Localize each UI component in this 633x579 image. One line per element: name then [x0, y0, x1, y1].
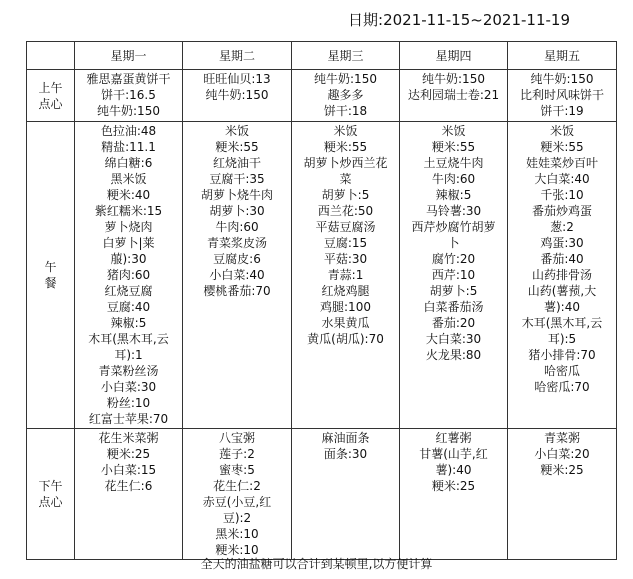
menu-item-line: 白菜番茄汤 [423, 300, 484, 314]
menu-item-line: 大白菜:30 [425, 332, 482, 346]
menu-item-line: 粳米:25 [431, 479, 476, 493]
menu-item-line: 鸡腿:100 [320, 300, 371, 314]
menu-item-line: 豆腐:40 [106, 300, 151, 314]
morning-snack-cell [75, 70, 183, 122]
menu-item-line: 平菇豆腐汤 [315, 220, 376, 234]
menu-item-line: 米饭 [224, 124, 249, 138]
menu-item-line: 山药(薯蓣,大 [527, 284, 597, 298]
afternoon-snack-cell [183, 429, 292, 560]
menu-item-line: 辣椒:5 [110, 316, 147, 330]
menu-item-line: 小白菜:15 [100, 463, 157, 477]
menu-item-line: 西芹炒腐竹胡萝 [411, 220, 496, 234]
menu-item-line: 麻油面条 [321, 431, 370, 445]
lunch-cell [292, 122, 400, 429]
menu-item-line: 黑米饭 [110, 172, 147, 186]
corner-cell [27, 42, 75, 70]
menu-item-line: 粳米:55 [215, 140, 259, 154]
menu-item-line: 胡萝卜烧牛肉 [200, 188, 273, 202]
menu-item-line: 水果黄瓜 [321, 316, 370, 330]
menu-item-line: 红薯粥 [435, 431, 472, 445]
menu-item-line: 胡萝卜:30 [209, 204, 265, 218]
menu-item-line: 纯牛奶:150 [314, 72, 377, 86]
menu-item-line: 蜜枣:5 [219, 463, 255, 477]
menu-item-line: 耳):1 [114, 348, 143, 362]
menu-item-line: 饼干:16.5 [101, 88, 156, 102]
menu-item-line: 精盐:11.1 [101, 140, 156, 154]
day-header-tue: 星期二 [183, 42, 292, 70]
menu-item-line: 纯牛奶:150 [97, 104, 160, 118]
menu-item-line: 花生仁:6 [104, 479, 153, 493]
lunch-cell [508, 122, 617, 429]
weekly-menu-table [26, 41, 617, 560]
menu-item-line: 粳米:25 [106, 447, 151, 461]
menu-item-line: 西兰花:50 [317, 204, 374, 218]
menu-item-line: 紫红糯米:15 [94, 204, 163, 218]
menu-item-line: 薯):40 [435, 463, 472, 477]
day-header-thu: 星期四 [400, 42, 508, 70]
menu-item-line: 葱:2 [550, 220, 574, 234]
menu-item-line: 豆):2 [222, 511, 252, 525]
menu-item-line: 牛肉:60 [431, 172, 476, 186]
meal-label-line: 餐 [44, 276, 57, 290]
afternoon-snack-cell [508, 429, 617, 560]
menu-item-line: 辣椒:5 [435, 188, 472, 202]
menu-item-line: 小白菜:30 [100, 380, 157, 394]
menu-item-line: 马铃薯:30 [425, 204, 482, 218]
morning-snack-row [27, 70, 617, 122]
menu-item-line: 绵白糖:6 [104, 156, 153, 170]
menu-item-line: 豆腐干:35 [209, 172, 265, 186]
menu-item-line: 豆腐:15 [323, 236, 368, 250]
menu-item-line: 猪肉:60 [106, 268, 151, 282]
menu-item-line: 达利园瑞士卷:21 [407, 88, 500, 102]
lunch-row [27, 122, 617, 429]
menu-item-line: 樱桃番茄:70 [203, 284, 271, 298]
meal-label-line: 点心 [38, 96, 63, 111]
menu-item-line: 腐竹:20 [431, 252, 476, 266]
menu-item-line: 纯牛奶:150 [205, 88, 269, 102]
lunch-cell [75, 122, 183, 429]
menu-item-line: 红烧油干 [212, 156, 261, 170]
menu-item-line: 大白菜:40 [534, 172, 590, 186]
menu-item-line: 胡萝卜:5 [321, 188, 370, 202]
afternoon-snack-cell [75, 429, 183, 560]
morning-snack-cell [508, 70, 617, 122]
menu-item-line: 猪小排骨:70 [528, 348, 596, 362]
menu-item-line: 萝卜烧肉 [104, 220, 153, 234]
menu-item-line: 粳米:10 [215, 543, 259, 557]
menu-item-line: 番茄炒鸡蛋 [531, 204, 592, 218]
menu-item-line: 西芹:10 [431, 268, 476, 282]
menu-item-line: 莲子:2 [219, 447, 255, 461]
menu-item-line: 比利时风味饼干 [519, 88, 604, 102]
menu-item-line: 小白菜:20 [534, 447, 590, 461]
day-header-wed: 星期三 [292, 42, 400, 70]
menu-item-line: 纯牛奶:150 [530, 72, 594, 86]
menu-item-line: 米饭 [441, 124, 466, 138]
menu-item-line: 粳米:25 [540, 463, 584, 477]
meal-label-line: 午 [44, 260, 57, 274]
menu-item-line: 米饭 [333, 124, 358, 138]
menu-item-line: 番茄:40 [540, 252, 584, 266]
menu-item-line: 花生米菜粥 [98, 431, 159, 445]
menu-item-line: 粳米:40 [106, 188, 151, 202]
meal-label-line: 上午 [38, 80, 63, 95]
lunch-cell [183, 122, 292, 429]
header-row [27, 42, 617, 70]
menu-item-line: 豆腐皮:6 [213, 252, 261, 266]
menu-item-line: 面条:30 [323, 447, 368, 461]
morning-snack-cell [400, 70, 508, 122]
afternoon-snack-label [27, 429, 75, 560]
lunch-label [27, 122, 75, 429]
morning-snack-label [27, 70, 75, 122]
menu-item-line: 粳米:55 [540, 140, 584, 154]
day-header-fri: 星期五 [508, 42, 617, 70]
menu-item-line: 菔):30 [110, 252, 147, 266]
menu-item-line: 火龙果:80 [425, 348, 482, 362]
menu-item-line: 耳):5 [547, 332, 577, 346]
menu-item-line: 卜 [447, 236, 460, 250]
meal-label-line: 点心 [38, 495, 63, 509]
menu-item-line: 粳米:55 [323, 140, 368, 154]
menu-item-line: 娃娃菜炒百叶 [525, 156, 598, 170]
meal-label-line: 下午 [38, 479, 63, 493]
menu-item-line: 山药排骨汤 [531, 268, 592, 282]
menu-item-line: 黄瓜(胡瓜):70 [307, 332, 384, 346]
menu-item-line: 胡萝卜炒西兰花 [303, 156, 388, 170]
morning-snack-cell [292, 70, 400, 122]
menu-item-line: 花生仁:2 [213, 479, 261, 493]
menu-item-line: 粳米:55 [431, 140, 476, 154]
menu-item-line: 赤豆(小豆,红 [202, 495, 272, 509]
menu-item-line: 粉丝:10 [106, 396, 151, 410]
menu-item-line: 鸡蛋:30 [540, 236, 584, 250]
menu-item-line: 纯牛奶:150 [422, 72, 485, 86]
menu-item-line: 青菜浆皮汤 [206, 236, 267, 250]
menu-item-line: 哈密瓜 [543, 364, 580, 378]
lunch-cell [400, 122, 508, 429]
menu-item-line: 米饭 [549, 124, 574, 138]
menu-item-line: 饼干:19 [540, 104, 584, 118]
menu-item-line: 薯):40 [544, 300, 580, 314]
menu-item-line: 黑米:10 [215, 527, 259, 541]
menu-item-line: 色拉油:48 [100, 124, 157, 138]
menu-item-line: 青菜粉丝汤 [98, 364, 159, 378]
menu-item-line: 木耳(黑木耳,云 [88, 332, 169, 346]
menu-item-line: 青蒜:1 [327, 268, 364, 282]
afternoon-snack-row [27, 429, 617, 560]
morning-snack-cell [183, 70, 292, 122]
menu-item-line: 土豆烧牛肉 [423, 156, 484, 170]
menu-item-line: 红富士苹果:70 [88, 412, 169, 426]
menu-item-line: 青菜粥 [543, 431, 580, 445]
menu-item-line: 牛肉:60 [215, 220, 259, 234]
menu-item-line: 八宝粥 [218, 431, 255, 445]
menu-item-line: 胡萝卜:5 [429, 284, 478, 298]
menu-item-line: 木耳(黑木耳,云 [521, 316, 603, 330]
menu-item-line: 小白菜:40 [209, 268, 265, 282]
menu-item-line: 千张:10 [540, 188, 584, 202]
menu-item-line: 雅思嘉蛋黄饼干 [86, 72, 171, 86]
menu-item-line: 饼干:18 [323, 104, 368, 118]
menu-item-line: 红烧鸡腿 [321, 284, 370, 298]
menu-item-line: 番茄:20 [431, 316, 476, 330]
menu-item-line: 白萝卜|莱 [102, 236, 155, 250]
menu-item-line: 平菇:30 [323, 252, 368, 266]
afternoon-snack-cell [400, 429, 508, 560]
menu-item-line: 趣多多 [327, 88, 364, 102]
day-header-mon: 星期一 [75, 42, 183, 70]
menu-item-line: 旺旺仙贝:13 [203, 72, 271, 86]
footer-note: 全天的油盐糖可以合计到某顿里,以方便计算 [200, 557, 433, 571]
menu-item-line: 红烧豆腐 [104, 284, 153, 298]
menu-item-line: 菜 [339, 172, 352, 186]
afternoon-snack-cell [292, 429, 400, 560]
menu-item-line: 哈密瓜:70 [534, 380, 590, 394]
date-range: 日期:2021-11-15~2021-11-19 [348, 11, 570, 29]
menu-item-line: 甘薯(山芋,红 [419, 447, 488, 461]
